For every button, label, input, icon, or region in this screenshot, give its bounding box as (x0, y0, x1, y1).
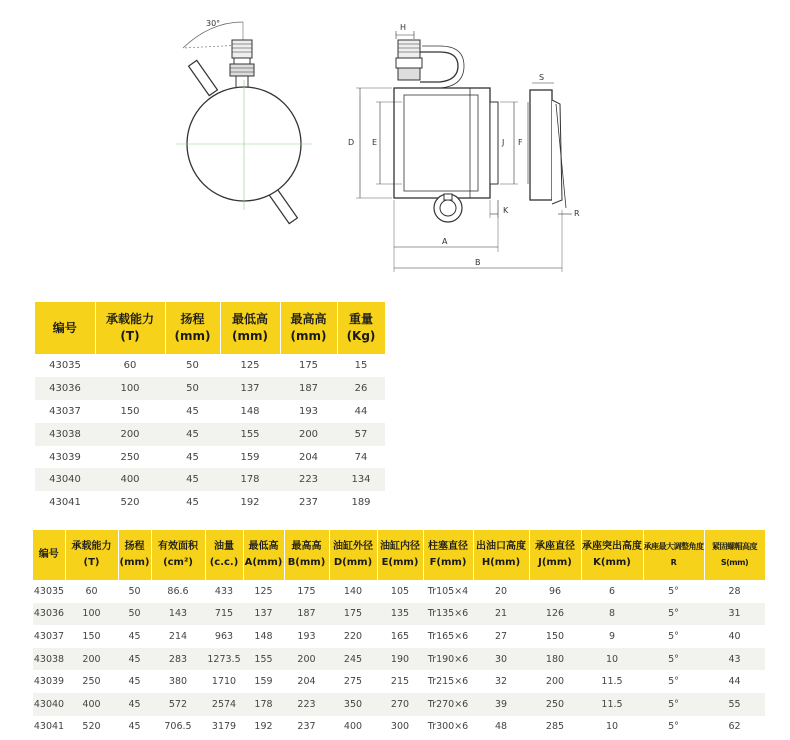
column-header (243, 530, 284, 580)
table-cell: 50 (128, 585, 141, 597)
table-cell: 11.5 (581, 693, 643, 716)
label-E: E (372, 138, 378, 147)
column-header-text: 重量 (348, 312, 373, 326)
table-cell: 250 (120, 451, 140, 463)
table-cell: 43035 (49, 359, 81, 371)
column-header-text: 编号 (52, 320, 77, 335)
table-cell: 28 (728, 585, 741, 597)
table-row (35, 491, 385, 514)
table-cell: 45 (118, 693, 151, 716)
table-cell: 26 (337, 377, 385, 400)
column-header-text: 最高高 (290, 312, 327, 326)
table-cell: 100 (65, 603, 118, 626)
table-cell: 155 (243, 648, 284, 671)
table-cell: 43038 (35, 423, 95, 446)
column-header-text: 油缸外径 (333, 541, 373, 552)
table-cell: 178 (243, 693, 284, 716)
table-cell: 350 (329, 693, 377, 716)
table-cell: Tr215×6 (427, 676, 469, 688)
table-cell: Tr105×4 (427, 585, 469, 597)
table-cell: 200 (95, 423, 165, 446)
table-cell: 237 (297, 721, 316, 733)
label-K: K (503, 206, 509, 215)
column-header-text: E(mm) (381, 557, 419, 568)
column-header (118, 530, 151, 580)
table-cell: 20 (494, 585, 508, 597)
table-cell: 270 (377, 693, 423, 716)
table-cell: 137 (220, 377, 280, 400)
table-cell: 43040 (35, 468, 95, 491)
table-cell: 190 (377, 648, 423, 671)
table-cell: 214 (168, 630, 188, 642)
table-cell: 193 (298, 405, 319, 417)
table-cell: 275 (343, 676, 363, 688)
table-cell: 3179 (211, 721, 237, 733)
column-header-text: 承座突出高度 (582, 541, 642, 552)
column-header (581, 530, 643, 580)
spec-table-basic (35, 302, 386, 514)
table-cell: 45 (128, 630, 141, 642)
table-cell: 100 (95, 377, 165, 400)
table-row (33, 648, 765, 671)
table-row (35, 377, 385, 400)
table-cell: 43037 (33, 630, 65, 642)
table-cell: 715 (205, 603, 243, 626)
column-header (643, 530, 704, 580)
table-cell: 45 (128, 676, 141, 688)
table-cell: 178 (220, 468, 280, 491)
table-cell: 204 (297, 676, 316, 688)
table-cell: 40 (728, 630, 741, 642)
table-cell: 200 (284, 648, 329, 671)
table-cell: 150 (120, 405, 140, 417)
table-cell: 44 (728, 676, 741, 688)
table-cell: 43035 (33, 585, 65, 597)
column-header-text: D(mm) (333, 557, 373, 568)
table-cell: 30 (473, 648, 529, 671)
table-cell: 159 (254, 676, 273, 688)
table-cell: 148 (240, 405, 260, 417)
table-cell: 963 (214, 630, 234, 642)
column-header-text: (mm) (290, 329, 327, 343)
column-header (529, 530, 581, 580)
column-header-text: 最高高 (291, 541, 322, 552)
table-cell: 135 (377, 603, 423, 626)
table-cell: 140 (343, 585, 363, 597)
table-cell: 45 (118, 648, 151, 671)
column-header-text: (T) (120, 329, 140, 343)
label-H: H (400, 23, 407, 32)
column-header-text: 编号 (38, 549, 59, 560)
column-header-text: B(mm) (287, 557, 326, 568)
table-cell: Tr300×6 (427, 721, 469, 733)
label-F: F (518, 138, 523, 147)
table-cell: 5° (668, 721, 679, 733)
table-cell: 55 (704, 693, 765, 716)
table-cell: 50 (186, 359, 199, 371)
column-header (35, 302, 95, 354)
table-cell: Tr135×6 (423, 603, 473, 626)
table-row (35, 468, 385, 491)
table-row (33, 603, 765, 626)
column-header (280, 302, 337, 354)
table-cell: 44 (354, 405, 368, 417)
table-cell: 155 (220, 423, 280, 446)
table-cell: 43041 (49, 497, 81, 509)
table-cell: 215 (390, 676, 410, 688)
column-header (704, 530, 765, 580)
table-cell: 5° (643, 693, 704, 716)
column-header-text: 油量 (214, 541, 234, 552)
column-header-text: (c.c.) (209, 557, 239, 568)
table-cell: 5° (668, 676, 679, 688)
column-header-text: 扬程 (180, 312, 205, 326)
table-cell: 150 (545, 630, 565, 642)
column-header-text: F(mm) (429, 557, 467, 568)
column-header-text: (mm) (232, 329, 268, 343)
column-header-text: 承载能力 (105, 312, 154, 326)
table-cell: 400 (343, 721, 363, 733)
table-cell: 223 (284, 693, 329, 716)
column-header-text: 有效面积 (158, 541, 198, 552)
table-cell: 45 (165, 468, 220, 491)
column-header-text: 柱塞直径 (428, 541, 468, 552)
table-cell: 5° (643, 648, 704, 671)
table-cell: 10 (605, 721, 619, 733)
table-cell: 175 (329, 603, 377, 626)
table-cell: Tr270×6 (423, 693, 473, 716)
column-header-text: (mm) (119, 557, 150, 568)
column-header (329, 530, 377, 580)
table-cell: 45 (186, 405, 199, 417)
table-row (33, 693, 765, 716)
table-cell: Tr165×6 (427, 630, 469, 642)
label-J: J (502, 138, 505, 147)
table-cell: 245 (329, 648, 377, 671)
table-row (33, 716, 765, 739)
table-cell: 43 (704, 648, 765, 671)
table-cell: 48 (494, 721, 508, 733)
table-cell: Tr190×6 (423, 648, 473, 671)
table-cell: 45 (165, 423, 220, 446)
label-A: A (442, 237, 448, 246)
table-cell: 285 (545, 721, 565, 733)
table-cell: 5° (668, 630, 679, 642)
table-cell: 223 (280, 468, 337, 491)
column-header-text: (Kg) (346, 329, 376, 343)
table-cell: 45 (186, 451, 199, 463)
table-cell: 283 (151, 648, 205, 671)
table-cell: 200 (65, 648, 118, 671)
table-cell: 200 (545, 676, 565, 688)
table-cell: 126 (529, 603, 581, 626)
table-cell: 250 (529, 693, 581, 716)
column-header-text: H(mm) (481, 557, 521, 568)
table-cell: 1710 (211, 676, 237, 688)
column-header-text: R (670, 558, 677, 567)
table-cell: 520 (82, 721, 101, 733)
column-header (205, 530, 243, 580)
table-cell: 45 (186, 497, 199, 509)
table-cell: 43036 (35, 377, 95, 400)
table-row (35, 423, 385, 446)
table-cell: 60 (85, 585, 98, 597)
table-row (35, 446, 385, 469)
table-cell: 2574 (205, 693, 243, 716)
column-header (95, 302, 165, 354)
table-cell: 187 (284, 603, 329, 626)
table-cell: 192 (254, 721, 273, 733)
column-header-text: (cm²) (163, 557, 193, 568)
column-header-text: A(mm) (244, 557, 283, 568)
table-cell: 39 (473, 693, 529, 716)
table-cell: 237 (298, 497, 319, 509)
column-header (220, 302, 280, 354)
table-cell: 10 (581, 648, 643, 671)
column-header-text: S(mm) (720, 558, 749, 567)
column-header (473, 530, 529, 580)
technical-drawing (0, 0, 790, 290)
table-cell: 189 (351, 497, 371, 509)
table-cell: 200 (280, 423, 337, 446)
label-S: S (539, 73, 545, 82)
column-header-text: 油缸内径 (380, 541, 420, 552)
table-row (35, 354, 385, 377)
column-header-text: 最低高 (231, 312, 268, 326)
table-cell: 9 (608, 630, 616, 642)
table-cell: 192 (240, 497, 260, 509)
table-cell: 43039 (49, 451, 81, 463)
table-cell: 62 (728, 721, 741, 733)
table-cell: 250 (82, 676, 101, 688)
table-cell: 193 (297, 630, 316, 642)
column-header-text: 最低高 (248, 541, 279, 552)
column-header (377, 530, 423, 580)
spec-table-detailed (33, 530, 766, 738)
table-cell: 134 (337, 468, 385, 491)
table-cell: 50 (118, 603, 151, 626)
table-cell: 400 (65, 693, 118, 716)
table-cell: 11.5 (601, 676, 623, 688)
table-cell: 220 (343, 630, 363, 642)
table-cell: 43036 (33, 603, 65, 626)
column-header-text: 承座直径 (535, 541, 575, 552)
column-header (284, 530, 329, 580)
table-cell: 50 (165, 377, 220, 400)
column-header-text: J(mm) (538, 557, 572, 568)
column-header-text: 承座最大调整角度 (643, 542, 704, 551)
table-cell: 43038 (33, 648, 65, 671)
column-header-text: (mm) (174, 329, 211, 343)
column-header (151, 530, 205, 580)
table-cell: 43037 (49, 405, 81, 417)
table-cell: 45 (128, 721, 141, 733)
table-cell: 57 (337, 423, 385, 446)
table-cell: 175 (297, 585, 316, 597)
table-cell: 175 (298, 359, 319, 371)
table-cell: 15 (354, 359, 368, 371)
column-header-text: (T) (83, 557, 100, 568)
table-cell: 300 (390, 721, 410, 733)
table-cell: 380 (168, 676, 188, 688)
header-row (33, 530, 765, 580)
label-D: D (348, 138, 355, 147)
table-cell: 21 (473, 603, 529, 626)
table-cell: 43039 (33, 676, 65, 688)
label-B: B (475, 258, 481, 267)
column-header-text: 紧固螺帽高度 (712, 542, 757, 551)
table-row (35, 400, 385, 423)
table-cell: 5° (643, 603, 704, 626)
table-cell: 400 (95, 468, 165, 491)
table-cell: 180 (529, 648, 581, 671)
table-cell: 96 (548, 585, 562, 597)
table-cell: 150 (82, 630, 101, 642)
table-cell: 706.5 (164, 721, 192, 733)
table-row (33, 670, 765, 693)
table-cell: 125 (240, 359, 260, 371)
table-cell: 143 (151, 603, 205, 626)
table-cell: 137 (243, 603, 284, 626)
column-header-text: 出油口高度 (476, 541, 526, 552)
table-cell: 86.6 (167, 585, 189, 597)
saddle-view (518, 73, 580, 218)
top-view (176, 19, 312, 224)
angle-label: 30° (206, 19, 221, 28)
table-cell: 105 (390, 585, 410, 597)
table-cell: 43041 (33, 721, 65, 733)
table-cell: 187 (280, 377, 337, 400)
header-row (35, 302, 385, 354)
table-cell: 433 (214, 585, 234, 597)
table-cell: 27 (494, 630, 508, 642)
table-cell: 43040 (33, 693, 65, 716)
table-cell: 8 (581, 603, 643, 626)
table-cell: 125 (254, 585, 273, 597)
column-header (165, 302, 220, 354)
column-header (337, 302, 385, 354)
table-cell: 159 (240, 451, 260, 463)
table-row (33, 625, 765, 648)
table-cell: 60 (123, 359, 137, 371)
column-header-text: K(mm) (593, 557, 631, 568)
table-cell: 74 (354, 451, 368, 463)
column-header-text: 扬程 (124, 541, 145, 552)
column-header (33, 530, 65, 580)
table-cell: 165 (390, 630, 410, 642)
column-header (423, 530, 473, 580)
table-cell: 148 (254, 630, 273, 642)
table-cell: 5° (668, 585, 679, 597)
table-cell: 31 (704, 603, 765, 626)
table-cell: 520 (120, 497, 140, 509)
label-R: R (574, 209, 580, 218)
table-cell: 1273.5 (205, 648, 243, 671)
column-header-text: 承载能力 (71, 541, 112, 552)
table-row (33, 580, 765, 603)
table-cell: 572 (151, 693, 205, 716)
table-cell: 204 (298, 451, 319, 463)
table-cell: 32 (494, 676, 508, 688)
table-cell: 6 (608, 585, 616, 597)
column-header (65, 530, 118, 580)
